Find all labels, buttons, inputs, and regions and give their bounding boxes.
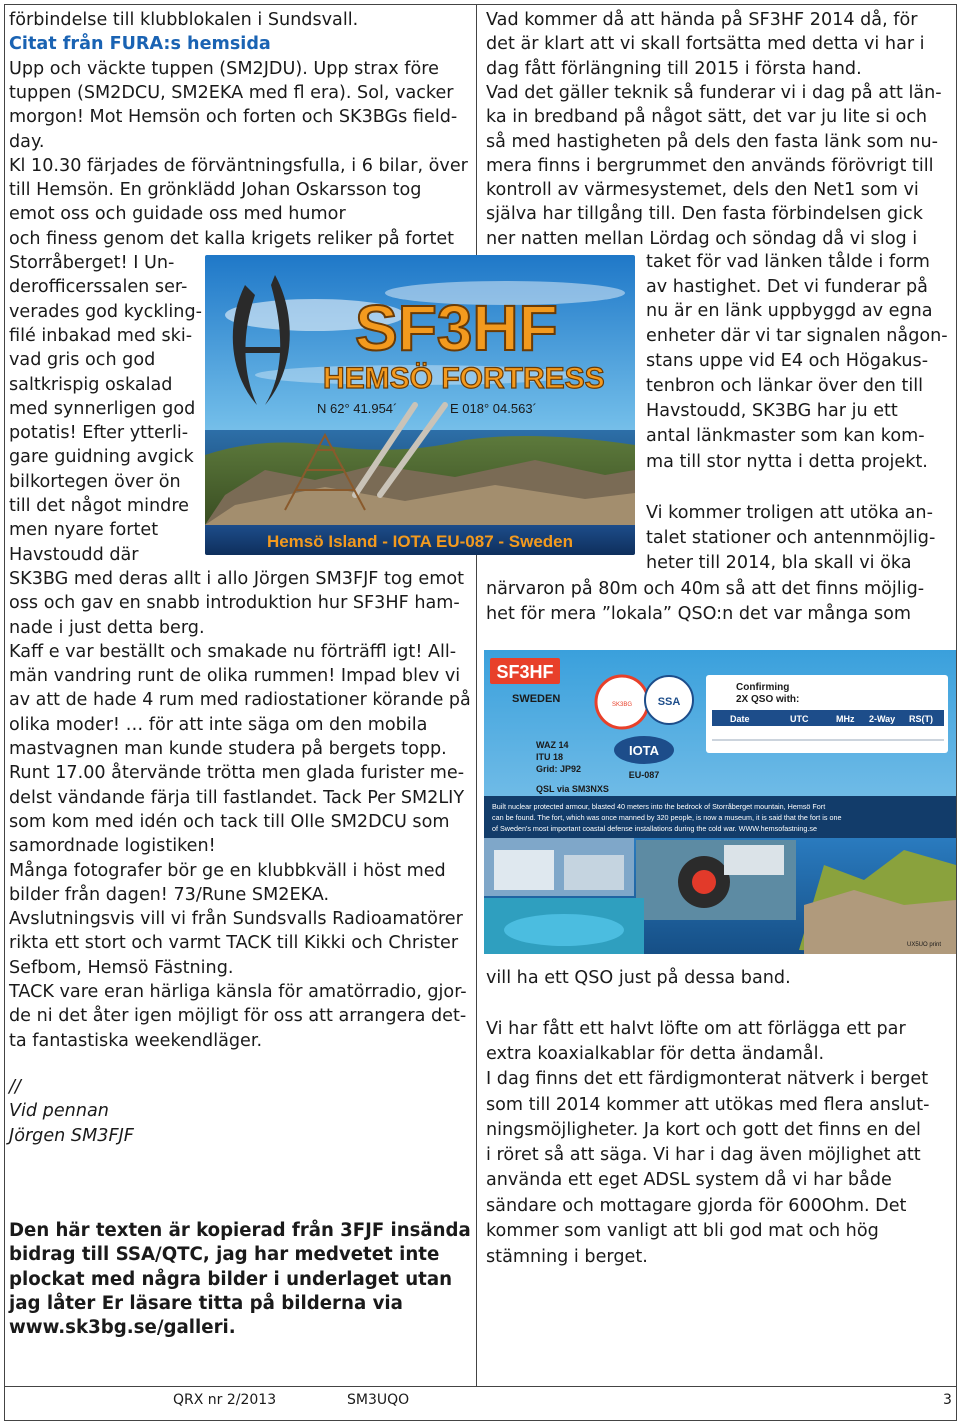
copied-note-line: Den här texten är kopierad från 3FJF insända xyxy=(9,1220,471,1241)
left-text-line: vad gris och god xyxy=(9,350,156,371)
qsl-grid: Grid: JP92 xyxy=(536,764,582,774)
banner-subtitle: HEMSÖ FORTRESS xyxy=(323,362,605,395)
left-text-line: samordnade logistiken! xyxy=(9,836,216,857)
left-text-line: filé inbakad med ski- xyxy=(9,325,193,346)
right-text-line: sändare och mottagare gjorda för 600Ohm. Det xyxy=(486,1196,907,1216)
left-text-line: till det något mindre xyxy=(9,496,190,516)
left-text-line: Havstoudd där xyxy=(9,544,139,565)
left-text-line: nade i just detta berg. xyxy=(9,617,205,638)
qsl-confirm-title: Confirming xyxy=(736,682,790,693)
left-text-line: och finess genom det kalla krigets reliker på fortet xyxy=(9,228,455,249)
right-text-line: själva har tillgång till. Den fasta förbindelsen gick xyxy=(486,204,923,225)
right-text-line: av hastighet. Det vi funderar på xyxy=(646,277,928,297)
qsl-col-mhz: MHz xyxy=(836,714,855,724)
right-text-line: tenbron och länkar över den till xyxy=(646,376,924,396)
right-text-line: Vad det gäller teknik så funderar vi i dag på att län- xyxy=(486,82,942,103)
left-text-line: saltkrispig oskalad xyxy=(9,374,173,395)
left-text-line: Många fotografer bör ge en klubbkväll i höst med xyxy=(9,860,446,881)
signature-line: // xyxy=(9,1077,21,1097)
footer-rule xyxy=(4,1386,957,1387)
qsl-desc-2: can be found. The fort, which was once manned by 320 people, is now a museum, it is said that the fort is one xyxy=(492,813,842,822)
right-text-line: I dag finns det ett färdigmonterat nätverk i berget xyxy=(486,1069,929,1089)
right-text-line: Vad kommer då att hända på SF3HF 2014 då, för xyxy=(486,10,918,30)
right-text-line: kommer som vanligt att bli god mat och hög xyxy=(486,1221,879,1241)
right-text-line: ma till stor nytta i detta projekt. xyxy=(646,452,928,472)
left-text-line: förbindelse till klubblokalen i Sundsvall. xyxy=(9,10,359,30)
right-text-line: enheter där vi tar signalen någon- xyxy=(646,326,948,346)
left-text-line: olika moder! … för att inte säga om den mobila xyxy=(9,714,428,735)
left-text-line: till Hemsön. En grönklädd Johan Oskarsson tog xyxy=(9,180,422,201)
left-text-line: verades god kyckling- xyxy=(9,301,202,322)
right-text-line: taket för vad länken tålde i form xyxy=(646,252,930,272)
signature-line: Vid pennan xyxy=(9,1101,109,1122)
footer-issue: QRX nr 2/2013 xyxy=(173,1392,277,1408)
qsl-print-credit: UX5UO print xyxy=(906,942,942,948)
left-text-line: TACK vare eran härliga känsla för amatörradio, gjor- xyxy=(9,982,467,1002)
left-text-line: Kl 10.30 färjades de förväntningsfulla, i 6 bilar, över xyxy=(9,155,468,176)
left-text-line: SK3BG med deras allt i allo Jörgen SM3FJF tog emot xyxy=(9,568,465,589)
qsl-card-image xyxy=(484,650,956,954)
left-text-line: mastvagnen man kunde studera på bergets topp. xyxy=(9,739,447,759)
left-text-line: day. xyxy=(9,131,45,152)
qsl-call: SF3HF xyxy=(496,662,554,682)
right-text-line: som till 2014 kommer att utökas med flera anslut- xyxy=(486,1095,930,1115)
qsl-country: SWEDEN xyxy=(512,693,561,705)
qsl-itu: ITU 18 xyxy=(536,752,564,762)
qsl-desc-3: of Sweden's most important coastal defense installations during the cold war. WWW.hemsofastning.se xyxy=(492,824,817,833)
quote-heading: Citat från FURA:s hemsida xyxy=(9,34,271,55)
banner-title: SF3HF xyxy=(355,292,558,364)
qsl-iota-ref: EU-087 xyxy=(628,770,660,780)
right-text-line: kontroll av värmesystemet, dels den Net1 som vi xyxy=(486,180,919,201)
right-text-line: stans uppe vid E4 och Högakus- xyxy=(646,351,929,371)
footer-page-number: 3 xyxy=(943,1392,952,1408)
right-text-line: mera finns i bergrummet den används förövrigt till xyxy=(486,155,934,176)
sf3hf-banner-image xyxy=(205,255,635,555)
left-text-line: emot oss och guidade oss med humor xyxy=(9,204,346,225)
qsl-waz: WAZ 14 xyxy=(536,740,569,750)
footer-author: SM3UQO xyxy=(347,1392,410,1408)
banner-coord-e: E 018° 04.563´ xyxy=(450,401,537,416)
left-text-line: oss och gav en snabb introduktion hur SF3HF ham- xyxy=(9,593,460,614)
banner-iota-caption: Hemsö Island - IOTA EU-087 - Sweden xyxy=(266,532,574,551)
right-text-line: det är klart att vi skall fortsätta med detta vi har i xyxy=(486,34,925,55)
right-text-line: Vi kommer troligen att utöka an- xyxy=(646,503,933,523)
left-text-line: som kom med idén och tack till Olle SM2DCU som xyxy=(9,811,450,832)
left-text-line: Storråberget! I Un- xyxy=(9,253,175,273)
left-text-line: rikta ett stort och varmt TACK till Kikki och Christer xyxy=(9,933,459,954)
left-text-line: Runt 17.00 återvände trötta men glada furister me- xyxy=(9,763,465,784)
left-text-line: bilder från dagen! 73/Rune SM2EKA. xyxy=(9,884,330,905)
signature-line: Jörgen SM3FJF xyxy=(9,1125,134,1146)
qsl-via: QSL via SM3NXS xyxy=(536,784,609,794)
right-text-line: närvaron på 80m och 40m så att det finns möjlig- xyxy=(486,579,925,599)
left-text-line: de ni det åter igen möjligt för oss att arrangera det- xyxy=(9,1006,467,1027)
left-text-line: derofficerssalen ser- xyxy=(9,277,188,298)
qsl-iota: IOTA xyxy=(628,743,660,758)
qsl-col-date: Date xyxy=(730,714,750,724)
right-text-line: antal länkmaster som kan kom- xyxy=(646,426,925,446)
svg-text:SSA: SSA xyxy=(657,696,681,708)
qsl-confirm-sub: 2X QSO with: xyxy=(736,694,800,705)
right-text-line: stämning i berget. xyxy=(486,1247,648,1267)
left-text-line: med synnerligen god xyxy=(9,398,196,419)
left-text-line: potatis! Efter ytterli- xyxy=(9,423,189,444)
right-text-line: ka in bredband på något sätt, det var ju lite si och xyxy=(486,107,928,128)
qsl-desc-1: Built nuclear protected armour, blasted 40 meters into the bedrock of Storråberget mountain, Hemsö Fort xyxy=(492,802,826,811)
right-text-line: Havstoudd, SK3BG har ju ett xyxy=(646,401,898,421)
left-text-line: av att de hade 4 rum med radiostationer körande på xyxy=(9,690,471,711)
right-text-line: använda ett eget ADSL system då vi har både xyxy=(486,1170,892,1190)
right-text-line: heter till 2014, bla skall vi öka xyxy=(646,553,912,573)
left-text-line: tuppen (SM2DCU, SM2EKA med fl era). Sol, vacker xyxy=(9,82,454,103)
copied-note-line: www.sk3bg.se/galleri. xyxy=(9,1317,236,1339)
left-text-line: Upp och väckte tuppen (SM2JDU). Upp strax före xyxy=(9,58,439,79)
qsl-col-utc: UTC xyxy=(790,714,809,724)
copied-note-line: jag låter Er läsare titta på bilderna via xyxy=(9,1292,403,1314)
left-text-line: Kaff e var beställt och smakade nu förträffl igt! All- xyxy=(9,641,457,662)
right-text-line: ner natten mellan Lördag och söndag då vi slog i xyxy=(486,228,918,249)
left-text-line: män vandring runt de olika rummen! Impad blev vi xyxy=(9,666,461,687)
right-text-line: så med hastigheten på dels den fasta länk som nu- xyxy=(486,131,938,152)
left-text-line: gare guidning avgick xyxy=(9,447,194,468)
svg-text:SK3BG: SK3BG xyxy=(611,702,633,708)
right-text-line: dag fått förlängning till 2015 i första hand. xyxy=(486,58,862,79)
copied-note-line: bidrag till SSA/QTC, jag har medvetet inte xyxy=(9,1244,440,1266)
qsl-col-2way: 2-Way xyxy=(869,714,896,724)
column-divider xyxy=(476,4,477,1387)
right-text-line: nu är en länk uppbyggd av egna xyxy=(646,301,933,321)
left-text-line: Avslutningsvis vill vi från Sundsvalls Radioamatörer xyxy=(9,909,463,930)
left-text-line: Sefbom, Hemsö Fästning. xyxy=(9,957,234,978)
banner-coord-n: N 62° 41.954´ xyxy=(317,401,398,416)
left-text-line: ta fantastiska weekendläger. xyxy=(9,1030,263,1051)
right-text-line: vill ha ett QSO just på dessa band. xyxy=(486,968,791,988)
left-text-line: delst vändande färja till fastlandet. Tack Per SM2LIY xyxy=(9,787,465,808)
right-text-line: Vi har fått ett halvt löfte om att förlägga ett par xyxy=(486,1019,906,1039)
left-text-line: men nyare fortet xyxy=(9,520,159,541)
right-text-line: talet stationer och antennmöjlig- xyxy=(646,528,936,548)
copied-note-line: plockat med några bilder i underlaget utan xyxy=(9,1268,453,1290)
qsl-col-rst: RS(T) xyxy=(909,714,933,724)
right-text-line: het för mera ”lokala” QSO:n det var många som xyxy=(486,604,912,624)
right-text-line: ningsmöjligheter. Ja kort och gott det finns en del xyxy=(486,1120,921,1140)
right-text-line: i röret så att säga. Vi har i dag även möjlighet att xyxy=(486,1145,921,1165)
left-text-line: morgon! Mot Hemsön och forten och SK3BGs field- xyxy=(9,107,458,128)
left-text-line: bilkortegen över ön xyxy=(9,471,181,492)
right-text-line: extra koaxialkablar för detta ändamål. xyxy=(486,1044,825,1064)
